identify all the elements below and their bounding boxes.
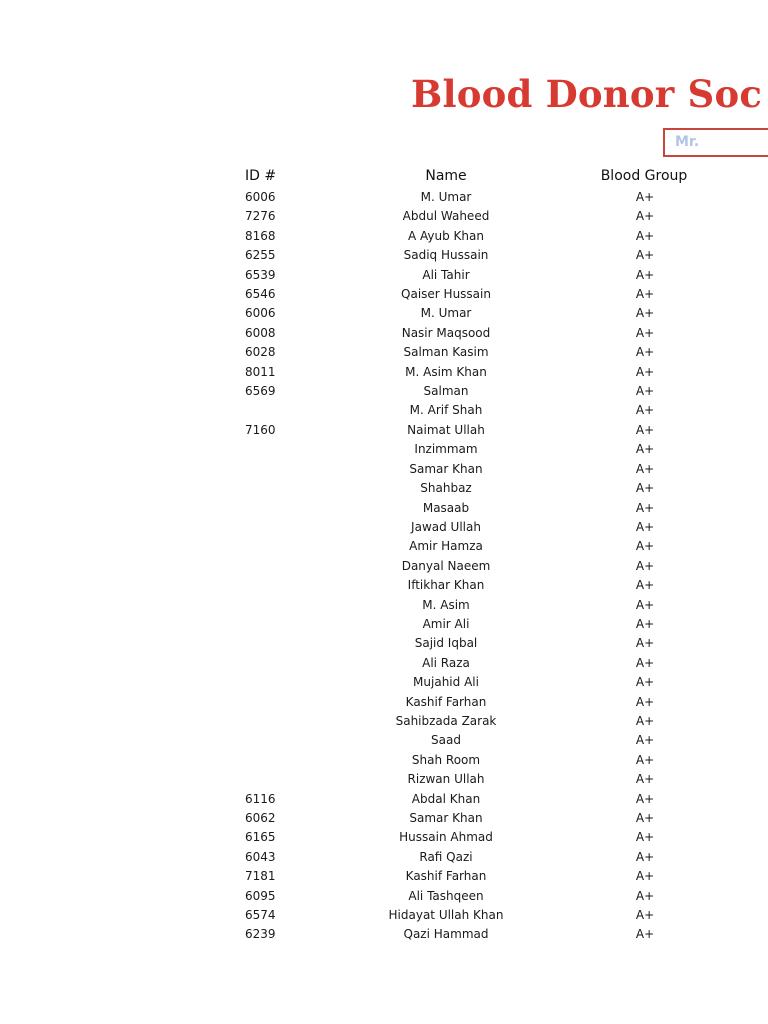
cell-blood-group: A+ xyxy=(635,908,655,923)
table-row xyxy=(0,499,768,518)
cell-name: Ali Tashqeen xyxy=(408,888,484,903)
cell-blood-group: A+ xyxy=(635,869,655,884)
table-row xyxy=(0,557,768,576)
cell-blood-group: A+ xyxy=(635,287,655,302)
table-row xyxy=(0,925,768,944)
column-header-id: ID # xyxy=(245,168,277,184)
table-row xyxy=(0,518,768,537)
cell-name: M. Asim Khan xyxy=(405,364,487,379)
cell-id: 6095 xyxy=(245,888,276,903)
cell-name: Ali Raza xyxy=(422,655,470,670)
table-row xyxy=(0,576,768,595)
table-row xyxy=(0,615,768,634)
cell-id: 6546 xyxy=(245,287,276,302)
cell-name: Nasir Maqsood xyxy=(401,325,491,340)
cell-id: 7181 xyxy=(245,869,276,884)
cell-id: 6539 xyxy=(245,267,276,282)
table-row xyxy=(0,324,768,343)
table-row xyxy=(0,363,768,382)
cell-name: A Ayub Khan xyxy=(408,228,484,243)
table-row xyxy=(0,906,768,925)
table-row xyxy=(0,382,768,401)
cell-name: Samar Khan xyxy=(409,811,483,825)
cell-name: Shahbaz xyxy=(420,481,472,496)
table-row xyxy=(0,440,768,459)
cell-blood-group: A+ xyxy=(635,636,655,651)
cell-id: 7160 xyxy=(245,422,276,437)
cell-name: Mujahid Ali xyxy=(413,675,479,690)
cell-name: Kashif Farhan xyxy=(405,869,487,884)
cell-blood-group: A+ xyxy=(635,267,655,282)
table-row xyxy=(0,188,768,207)
cell-id: 7276 xyxy=(245,209,276,224)
cell-blood-group: A+ xyxy=(635,849,655,864)
donor-table xyxy=(0,188,768,945)
cell-name: Naimat Ullah xyxy=(407,422,485,437)
cell-id: 6006 xyxy=(245,190,276,204)
table-row xyxy=(0,634,768,653)
cell-id: 6569 xyxy=(245,384,276,399)
table-row xyxy=(0,246,768,265)
table-row xyxy=(0,790,768,809)
cell-name: Ali Tahir xyxy=(422,267,470,282)
cell-blood-group: A+ xyxy=(635,927,655,942)
cell-id: 6043 xyxy=(245,849,276,864)
cell-name: Salman xyxy=(423,384,469,399)
cell-blood-group: A+ xyxy=(635,597,655,612)
cell-name: Inzimmam xyxy=(414,442,478,457)
cell-blood-group: A+ xyxy=(635,248,655,263)
table-row xyxy=(0,596,768,615)
cell-name: Qaiser Hussain xyxy=(401,287,491,302)
cell-name: Shah Room xyxy=(411,752,481,767)
table-row xyxy=(0,809,768,828)
cell-name: Saad xyxy=(431,733,461,748)
cell-blood-group: A+ xyxy=(635,713,655,728)
cell-blood-group: A+ xyxy=(635,306,655,321)
cell-id: 6006 xyxy=(245,306,276,321)
cell-id: 6239 xyxy=(245,927,276,942)
cell-blood-group: A+ xyxy=(635,694,655,709)
cell-name: Abdal Khan xyxy=(411,791,481,806)
cell-blood-group: A+ xyxy=(635,422,655,437)
table-row xyxy=(0,537,768,556)
cell-name: Jawad Ullah xyxy=(411,519,481,534)
cell-id: 6255 xyxy=(245,248,276,263)
cell-name: Iftikhar Khan xyxy=(407,578,485,593)
cell-blood-group: A+ xyxy=(635,616,655,631)
table-row xyxy=(0,227,768,246)
table-row xyxy=(0,828,768,847)
cell-name: Amir Hamza xyxy=(409,539,483,554)
cell-name: Rafi Qazi xyxy=(419,849,473,864)
cell-name: Hidayat Ullah Khan xyxy=(388,908,504,923)
cell-name: Sadiq Hussain xyxy=(403,248,489,263)
table-row xyxy=(0,693,768,712)
table-row xyxy=(0,479,768,498)
cell-blood-group: A+ xyxy=(635,228,655,243)
cell-blood-group: A+ xyxy=(635,655,655,670)
cell-blood-group: A+ xyxy=(635,675,655,690)
cell-blood-group: A+ xyxy=(635,733,655,748)
cell-name: M. Umar xyxy=(420,306,472,321)
table-row xyxy=(0,401,768,420)
cell-name: Masaab xyxy=(422,500,470,515)
cell-blood-group: A+ xyxy=(635,325,655,340)
cell-blood-group: A+ xyxy=(635,752,655,767)
cell-blood-group: A+ xyxy=(635,772,655,787)
cell-blood-group: A+ xyxy=(635,578,655,593)
cell-id: 6165 xyxy=(245,830,276,845)
cell-id: 6574 xyxy=(245,908,276,923)
cell-blood-group: A+ xyxy=(635,209,655,224)
table-row xyxy=(0,266,768,285)
cell-blood-group: A+ xyxy=(635,811,655,825)
cell-blood-group: A+ xyxy=(635,830,655,845)
table-row xyxy=(0,460,768,479)
cell-name: Amir Ali xyxy=(422,616,470,631)
cell-name: Hussain Ahmad xyxy=(399,830,493,845)
cell-id: 8011 xyxy=(245,364,276,379)
table-row xyxy=(0,751,768,770)
cell-name: Samar Khan xyxy=(409,461,483,476)
subtitle-box: Mr. xyxy=(663,128,768,157)
table-row xyxy=(0,285,768,304)
table-row xyxy=(0,343,768,362)
cell-name: Abdul Waheed xyxy=(402,209,490,224)
cell-blood-group: A+ xyxy=(635,345,655,360)
cell-blood-group: A+ xyxy=(635,519,655,534)
cell-blood-group: A+ xyxy=(635,190,655,204)
cell-blood-group: A+ xyxy=(635,364,655,379)
table-row xyxy=(0,673,768,692)
cell-blood-group: A+ xyxy=(635,791,655,806)
table-row xyxy=(0,304,768,323)
table-row xyxy=(0,731,768,750)
cell-name: M. Arif Shah xyxy=(409,403,483,418)
table-row xyxy=(0,712,768,731)
cell-blood-group: A+ xyxy=(635,539,655,554)
table-row xyxy=(0,207,768,226)
table-row xyxy=(0,770,768,789)
cell-name: Qazi Hammad xyxy=(403,927,489,942)
cell-name: Danyal Naeem xyxy=(401,558,491,573)
cell-blood-group: A+ xyxy=(635,403,655,418)
table-row xyxy=(0,654,768,673)
table-row xyxy=(0,867,768,886)
cell-id: 6062 xyxy=(245,811,276,825)
cell-blood-group: A+ xyxy=(635,384,655,399)
cell-name: Sahibzada Zarak xyxy=(395,713,497,728)
column-header-name: Name xyxy=(425,168,467,184)
cell-id: 6028 xyxy=(245,345,276,360)
cell-blood-group: A+ xyxy=(635,461,655,476)
column-header-blood-group: Blood Group xyxy=(600,168,688,184)
cell-blood-group: A+ xyxy=(635,442,655,457)
table-row xyxy=(0,887,768,906)
cell-name: Kashif Farhan xyxy=(405,694,487,709)
cell-name: Rizwan Ullah xyxy=(407,772,485,787)
cell-name: M. Umar xyxy=(420,190,472,204)
cell-id: 8168 xyxy=(245,228,276,243)
cell-blood-group: A+ xyxy=(635,500,655,515)
cell-blood-group: A+ xyxy=(635,481,655,496)
cell-blood-group: A+ xyxy=(635,558,655,573)
cell-name: M. Asim xyxy=(422,597,470,612)
page-title: Blood Donor Soc xyxy=(411,72,763,116)
cell-id: 6008 xyxy=(245,325,276,340)
table-row xyxy=(0,421,768,440)
cell-id: 6116 xyxy=(245,791,276,806)
cell-blood-group: A+ xyxy=(635,888,655,903)
cell-name: Sajid Iqbal xyxy=(414,636,478,651)
cell-name: Salman Kasim xyxy=(403,345,489,360)
table-row xyxy=(0,848,768,867)
